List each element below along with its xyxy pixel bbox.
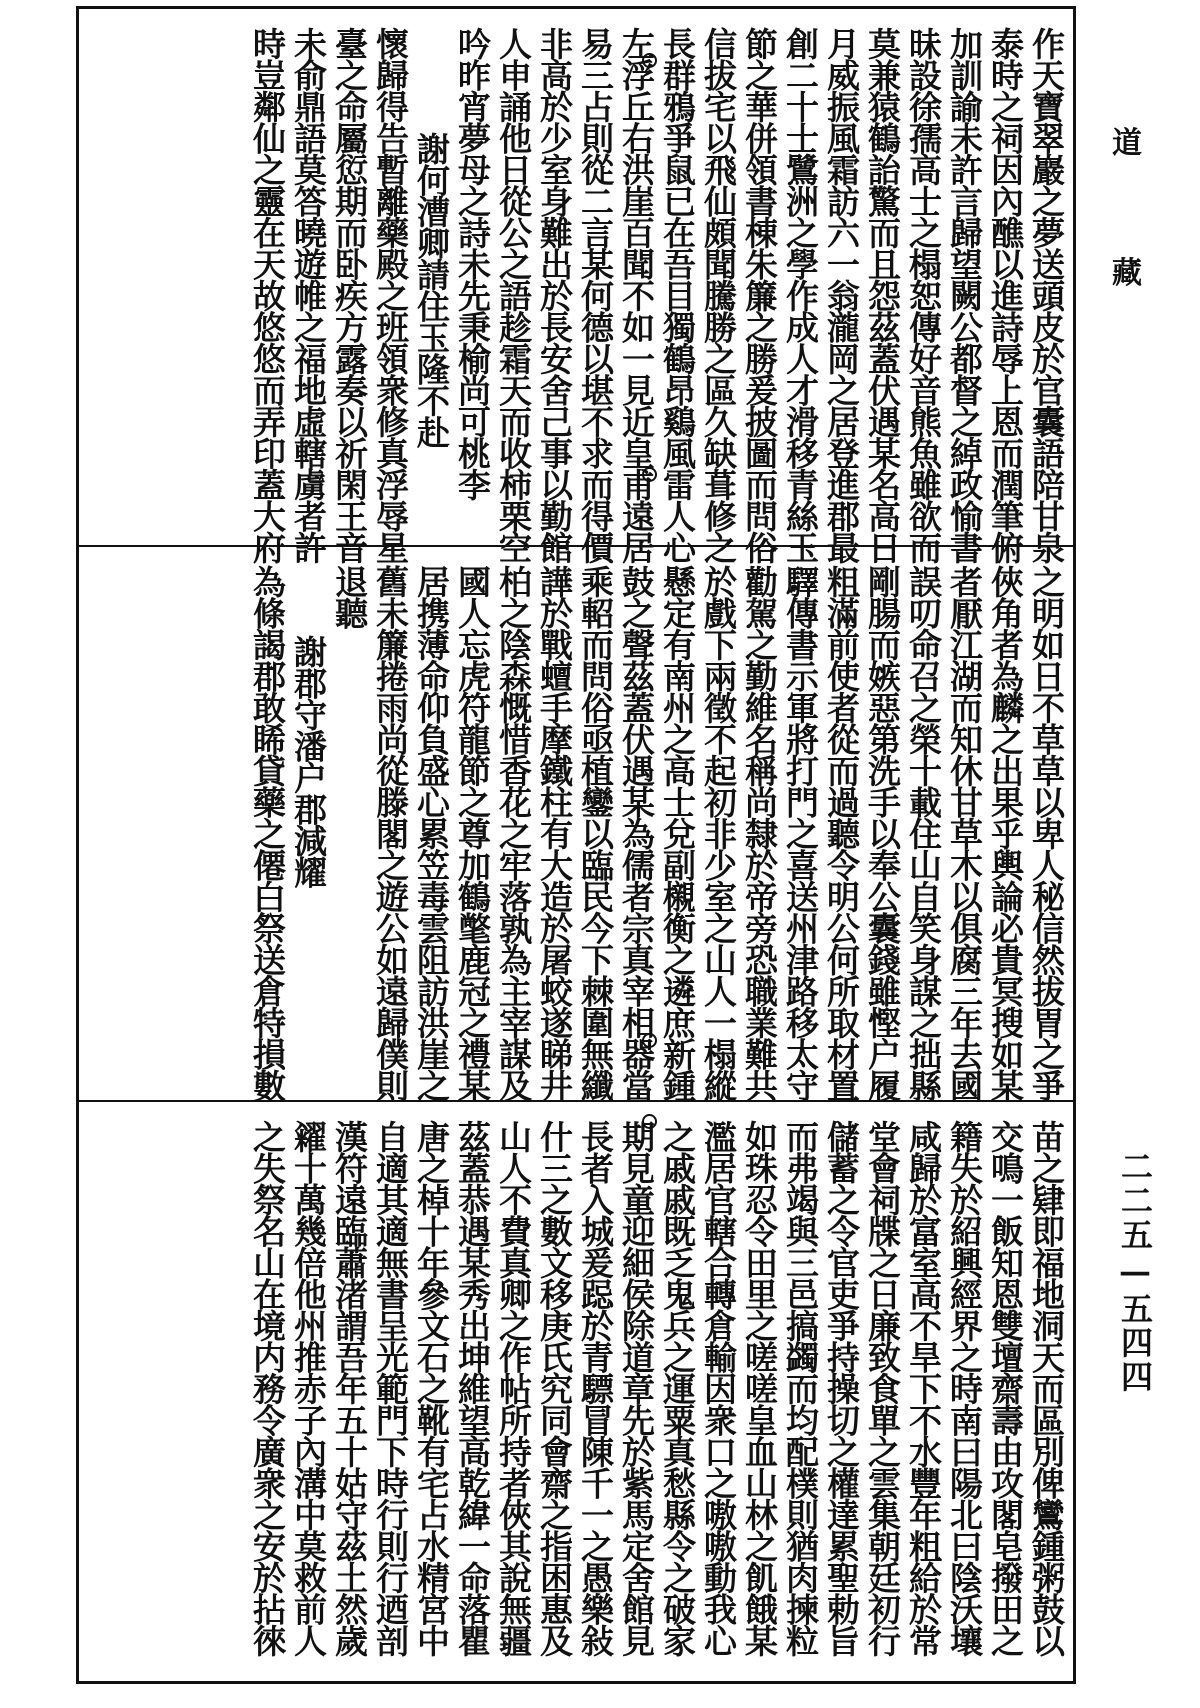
text-column: 昧設徐孺高士之榻恕傳好音熊魚雖欲而 <box>904 27 943 563</box>
text-column: 俠角者為麟之出果乎輿論必貴冥搜如某 <box>986 565 1025 1101</box>
text-column: 長群鴉爭鼠已在吾目獨鶴昂鷄風雷人心 <box>658 27 697 563</box>
text-column: 期見童迎細侯除道章先於紫馬定舍館見 <box>617 1120 656 1656</box>
text-column: 苗之肄即福地洞天而區別俾鸞鍾粥鼓以 <box>1027 1120 1066 1656</box>
section-heading: 謝何漕卿請住玉隆不赴 <box>412 132 451 447</box>
collection-title-char-1: 道 <box>1112 126 1142 161</box>
text-column: 人申誦他日從公之語趁霜天而收柿栗空 <box>494 27 533 563</box>
text-column: 長者入城爰跽於青驃冒陳千一之愚樂敍 <box>576 1120 615 1656</box>
panel-bottom-columns <box>89 1120 1066 1669</box>
text-column: 之失祭名山在境内務令廣衆之安於拈徠 <box>248 1120 287 1656</box>
text-column: 泰時之祠因內醮以進詩辱上恩而潤筆俯 <box>986 27 1025 563</box>
section-circle-mark <box>642 1114 657 1129</box>
text-column: 信拔宅以飛仙頗聞騰勝之區久缺葺修之 <box>699 27 738 563</box>
text-column: 唐之棹十年參文石之靴有宅占水精宮中 <box>412 1120 451 1656</box>
text-column: 居携薄命仰負盛心累笠毒雲阻訪洪崖之 <box>412 565 451 1101</box>
text-column: 左浮丘右洪崖百聞不如一見近皇甫遠居 <box>617 27 656 563</box>
text-column: 交鳴一飯知恩雙壇齋壽由攻閣皂撥田之 <box>986 1120 1025 1656</box>
text-column: 譁於戰蟺手摩鐵柱有大造於屠蛟遂睇井 <box>535 565 574 1101</box>
text-column: 勸駕之勤維名稱尚隸於帝旁恐職業難共 <box>740 565 779 1101</box>
text-column: 糴十萬幾倍他州推赤子內溝中莫救前人 <box>289 1120 328 1656</box>
page-frame <box>76 6 1076 1684</box>
text-column: 誤叨命召之榮十載住山自笑身謀之拙縣 <box>904 565 943 1101</box>
section-circle-mark <box>642 467 657 482</box>
text-column: 作天寶翠巖之夢送頭皮於官囊語陪甘泉 <box>1027 27 1066 563</box>
section-circle-mark <box>642 53 657 68</box>
text-column: 濫居官轄合轉倉輸因衆口之嗷嗷動我心 <box>699 1120 738 1656</box>
text-column: 月威振風霜訪六一翁瀧岡之居登進郡最 <box>822 27 861 563</box>
text-column: 易三占則從二言某何德以堪不求而得價 <box>576 27 615 563</box>
section-heading: 謝郡守潘户郡減耀 <box>289 635 328 887</box>
text-column: 儲蓄之令官吏爭持操切之權達累聖勅旨 <box>822 1120 861 1656</box>
text-column: 退聽 <box>330 565 369 628</box>
text-column: 臺之命屬愆期而卧疾方露奏以祈閑王音 <box>330 27 369 563</box>
text-column: 之明如日不草草以卑人秘信然拔胃之爭 <box>1027 565 1066 1101</box>
text-column: 懷歸得告暫離藥殿之班領衆修真浮辱星 <box>371 27 410 563</box>
text-column: 咸歸於富室高不旱下不水豐年粗給於常 <box>904 1120 943 1656</box>
text-column: 茲蓋恭遇某秀出坤維望高乾緯一命落瞿 <box>453 1120 492 1656</box>
panel-middle-columns <box>89 565 1066 1101</box>
text-column: 國人忘虎符龍節之尊加鶴氅鹿冠之禮某 <box>453 565 492 1101</box>
text-column: 粗滿前使者從而過聽令明公何所取材置 <box>822 565 861 1101</box>
panel-middle <box>79 547 1073 1102</box>
panel-bottom <box>79 1102 1073 1681</box>
panel-top-columns <box>89 27 1066 563</box>
text-column: 鼓之聲茲蓋伏遇某為儒者宗真宰相器當 <box>617 565 656 1101</box>
panel-top <box>79 9 1073 563</box>
text-column: 創二十士鷺洲之學作成人才滑移青絲玉 <box>781 27 820 563</box>
text-column: 舊未簾捲雨尚從滕閣之遊公如遠歸僕則 <box>371 565 410 1101</box>
collection-title-char-2: 藏 <box>1112 256 1142 291</box>
text-column: 什三之數文移庚氏究同會齋之指困惠及 <box>535 1120 574 1656</box>
text-column: 未俞鼎語莫答曉遊帷之福地虛轄虜者許 <box>289 27 328 563</box>
section-circle-mark <box>642 1033 657 1048</box>
text-column: 節之華併領書棟朱簾之勝爰披圖而問俗 <box>740 27 779 563</box>
text-column: 非高於少室身難出於長安舍己事以勤館 <box>535 27 574 563</box>
text-column: 吟昨宵夢母之詩未先秉榆尚可桃李 <box>453 27 492 500</box>
text-column: 而弗竭與三邑搞蠲而均配樸則猶肉揀粒 <box>781 1120 820 1656</box>
text-column: 剛腸而嫉惡第洗手以奉公囊錢雖慳户履 <box>863 565 902 1101</box>
text-column: 時豈鄰仙之靈在天故悠悠而弄印蓋大府 <box>248 27 287 563</box>
text-column: 懸定有南州之高士兌副櫬衡之遴庶新鍾 <box>658 565 697 1101</box>
text-column: 驛傳書示軍將打門之喜送州津路移太守 <box>781 565 820 1101</box>
text-column: 為條謁郡敢睎貸藥之僊白祭送倉特損數 <box>248 565 287 1101</box>
text-column: 山人不費真卿之作帖所持者俠其說無疆 <box>494 1120 533 1656</box>
text-column: 自適其適無書呈光範門下時行則行迺剖 <box>371 1120 410 1656</box>
text-column: 者厭江湖而知休甘草木以俱腐三年去國 <box>945 565 984 1101</box>
text-column: 如珠忍令田里之嗟嗟皇血山林之飢餓某 <box>740 1120 779 1656</box>
text-column: 之戚戚既乏鬼兵之運粟真愁縣令之破家 <box>658 1120 697 1656</box>
text-column: 加訓諭未許言歸望闕公都督之綽政愉書 <box>945 27 984 563</box>
text-column: 堂會祠牒之日廉致食單之雲集朝廷初行 <box>863 1120 902 1656</box>
text-column: 柏之陰森慨惜香花之牢落孰為主宰謀及 <box>494 565 533 1101</box>
text-column: 籍失於紹興經界之時南曰陽北曰陰沃壤 <box>945 1120 984 1656</box>
text-column: 乘軺而問俗亟植鑾以臨民今下棘圍無纖 <box>576 565 615 1101</box>
page-number: 二二五—五四四 <box>1116 1150 1154 1394</box>
text-column: 於戲下兩徵不起初非少室之山人一榻縱 <box>699 565 738 1101</box>
text-column: 漢符遠臨蕭渚謂吾年五十姑守茲土然歲 <box>330 1120 369 1656</box>
text-column: 莫兼猿鶴詒驚而且怨茲蓋伏遇某名高日 <box>863 27 902 563</box>
